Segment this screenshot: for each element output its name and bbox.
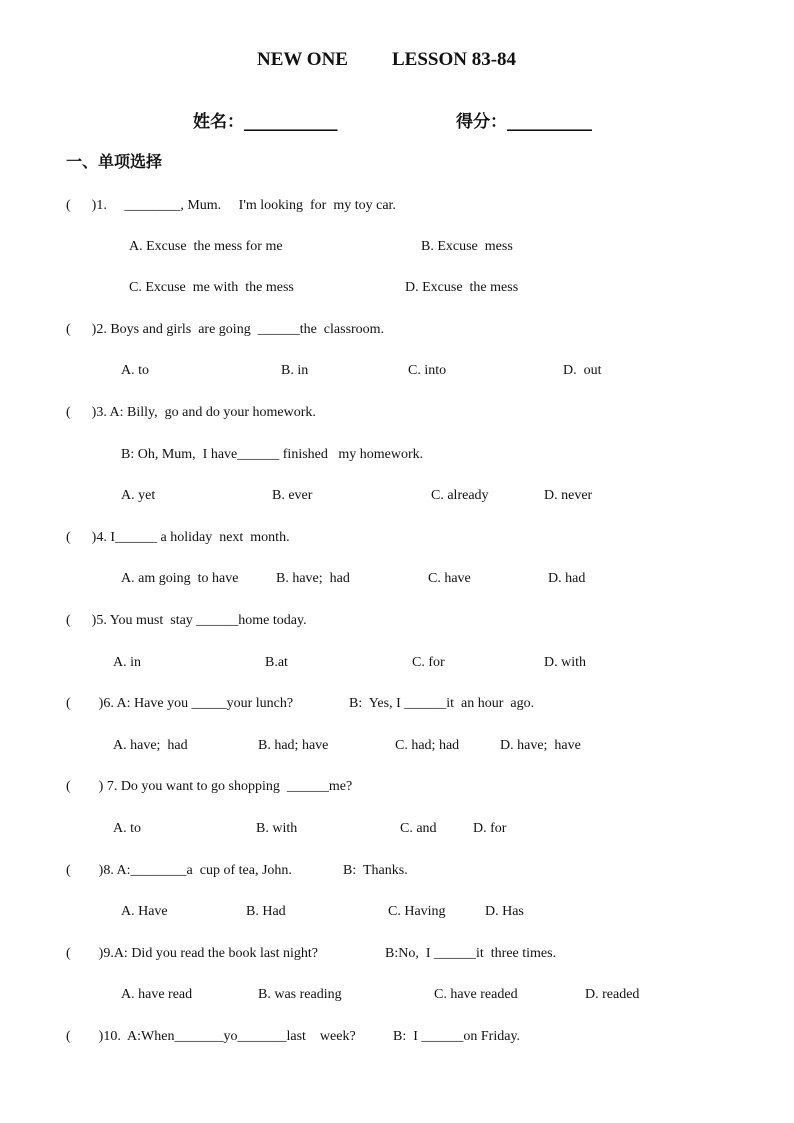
question-7-option-a: A. to (113, 821, 141, 836)
question-2-option-c: C. into (408, 363, 447, 378)
question-2-stem: ( )2. Boys and girls are going ______the classroom. (66, 322, 385, 337)
question-2-option-b: B. in (281, 363, 309, 378)
question-7-option-c: C. and (400, 821, 437, 836)
question-6-option-d: D. have; have (500, 738, 581, 753)
question-8-option-b: B. Had (246, 904, 286, 919)
question-3-option-b: B. ever (272, 488, 313, 503)
question-9-option-d: D. readed (585, 987, 640, 1002)
section-title: 一、单项选择 (66, 152, 163, 171)
question-4-stem: ( )4. I______ a holiday next month. (66, 530, 290, 545)
question-8-option-d: D. Has (485, 904, 524, 919)
question-4-option-c: C. have (428, 571, 471, 586)
question-6-option-a: A. have; had (113, 738, 188, 753)
question-1-option-d: D. Excuse the mess (405, 280, 519, 295)
name-field-label: 姓名：___________ (193, 112, 338, 132)
question-3-stem: ( )3. A: Billy, go and do your homework. (66, 405, 316, 420)
title-right: LESSON 83-84 (392, 49, 517, 70)
question-5-option-b: B.at (265, 655, 288, 670)
question-4-option-d: D. had (548, 571, 586, 586)
question-5-option-a: A. in (113, 655, 141, 670)
question-5-stem: ( )5. You must stay ______home today. (66, 613, 307, 628)
question-5-option-d: D. with (544, 655, 586, 670)
question-6-stem: ( )6. A: Have you _____your lunch? (66, 696, 294, 711)
question-9-option-a: A. have read (121, 987, 193, 1002)
question-8-stem: ( )8. A:________a cup of tea, John. (66, 863, 292, 878)
question-1-stem: ( )1. ________, Mum. I'm looking for my toy car. (66, 198, 396, 213)
question-6-stem-b: B: Yes, I ______it an hour ago. (349, 696, 535, 711)
question-8-stem-b: B: Thanks. (343, 863, 408, 878)
question-6-option-b: B. had; have (258, 738, 329, 753)
question-7-option-d: D. for (473, 821, 507, 836)
question-10-stem-b: B: I ______on Friday. (393, 1029, 521, 1044)
question-2-option-d: D. out (563, 363, 602, 378)
question-3-option-c: C. already (431, 488, 489, 503)
score-field-label: 得分：__________ (456, 112, 592, 132)
question-1-option-b: B. Excuse mess (421, 239, 513, 254)
question-9-option-c: C. have readed (434, 987, 518, 1002)
question-7-option-b: B. with (256, 821, 298, 836)
question-9-stem-b: B:No, I ______it three times. (385, 946, 557, 961)
question-8-option-a: A. Have (121, 904, 168, 919)
question-7-stem: ( ) 7. Do you want to go shopping ______me? (66, 779, 353, 794)
question-1-option-a: A. Excuse the mess for me (129, 239, 283, 254)
question-8-option-c: C. Having (388, 904, 446, 919)
question-6-option-c: C. had; had (395, 738, 460, 753)
question-5-option-c: C. for (412, 655, 445, 670)
question-4-option-a: A. am going to have (121, 571, 239, 586)
question-3-option-d: D. never (544, 488, 593, 503)
question-3-option-a: A. yet (121, 488, 156, 503)
title-left: NEW ONE (257, 49, 348, 70)
question-1-option-c: C. Excuse me with the mess (129, 280, 294, 295)
question-9-stem: ( )9.A: Did you read the book last night? (66, 946, 318, 961)
question-4-option-b: B. have; had (276, 571, 350, 586)
question-3-line2: B: Oh, Mum, I have______ finished my homework. (121, 447, 424, 462)
question-2-option-a: A. to (121, 363, 149, 378)
question-9-option-b: B. was reading (258, 987, 342, 1002)
question-10-stem: ( )10. A:When_______yo_______last week? (66, 1029, 356, 1044)
